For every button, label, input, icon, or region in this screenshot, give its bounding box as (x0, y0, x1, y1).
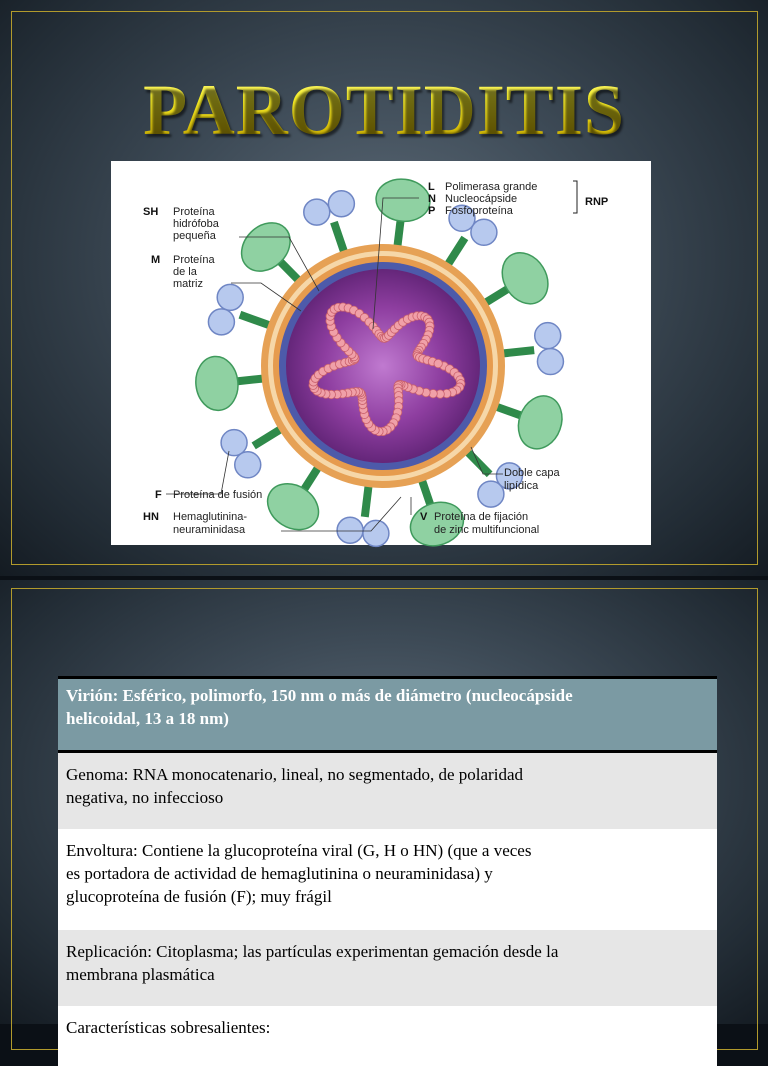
virus-properties-table (58, 676, 717, 1066)
label-V-line2: de zinc multifuncional (434, 524, 540, 536)
fusion-protein-head (259, 474, 327, 538)
hemagglutinin-head (221, 430, 247, 456)
label-SH-line3: pequeña (173, 230, 216, 242)
label-HN-letter: HN (143, 511, 159, 523)
label-rnp: RNP (585, 196, 609, 208)
slide-2 (0, 580, 768, 1037)
hemagglutinin-head (235, 452, 261, 478)
label-doble-line1: Doble capa (504, 467, 560, 479)
label-L-letter: L (428, 181, 435, 193)
label-P-text: Fosfoproteína (445, 205, 513, 217)
table-row-genoma (58, 753, 717, 829)
hemagglutinin-head (363, 520, 389, 546)
label-M-letter: M (151, 254, 161, 266)
fusion-protein-head (193, 354, 240, 412)
label-N-text: Nucleocápside (445, 193, 518, 205)
fusion-protein-head (493, 244, 557, 312)
label-SH-line2: hidrófoba (173, 218, 219, 230)
rnp-bracket (573, 181, 577, 213)
hemagglutinin-head (535, 323, 561, 349)
table-row-replicacion (58, 930, 717, 1006)
table-row-caracteristicas (58, 1006, 717, 1066)
label-M-line2: de la (173, 266, 197, 278)
hemagglutinin-head (328, 191, 354, 217)
hemagglutinin-head (537, 349, 563, 375)
label-P-letter: P (428, 205, 436, 217)
label-F-letter: F (155, 489, 162, 501)
hemagglutinin-head (217, 284, 243, 310)
label-HN-line1: Hemaglutinina- (173, 511, 247, 523)
label-HN-line2: neuraminidasa (173, 524, 246, 536)
label-F-text: Proteína de fusión (173, 489, 263, 501)
label-M-line1: Proteína (173, 254, 215, 266)
cell-replicacion: Replicación: Citoplasma; las partículas experimentan gemación desde la membrana plasmática (66, 942, 559, 984)
table-row-envoltura (58, 829, 717, 930)
label-V-line1: Proteína de fijación (434, 511, 529, 523)
cell-genoma: Genoma: RNA monocatenario, lineal, no segmentado, de polaridad negativa, no infeccioso (66, 765, 523, 807)
virion-diagram (111, 161, 651, 545)
label-SH-line1: Proteína (173, 206, 215, 218)
slide-title: PAROTIDITIS (0, 68, 768, 152)
cell-virion: Virión: Esférico, polimorfo, 150 nm o más de diámetro (nucleocápside helicoidal, 13 a 18 nm) (66, 686, 573, 728)
hemagglutinin-head (337, 517, 363, 543)
cell-envoltura: Envoltura: Contiene la glucoproteína viral (G, H o HN) (que a veces es portadora de actividad de hemaglutinina o neuraminidasa) y glucoproteína de fusión (F); muy frágil (66, 841, 532, 906)
cell-caracteristicas: Características sobresalientes: (66, 1018, 271, 1037)
nucleocapsid-bead (434, 359, 442, 367)
table-row-virion (58, 676, 717, 753)
label-M-line3: matriz (173, 278, 203, 290)
label-doble-line2: lipídica (504, 480, 539, 492)
hemagglutinin-head (304, 199, 330, 225)
label-N-letter: N (428, 193, 436, 205)
fusion-protein-head (511, 390, 569, 455)
label-L-text: Polimerasa grande (445, 181, 538, 193)
virion-svg (111, 161, 651, 545)
label-V-letter: V (420, 511, 428, 523)
label-SH-letter: SH (143, 206, 159, 218)
hemagglutinin-head (208, 309, 234, 335)
